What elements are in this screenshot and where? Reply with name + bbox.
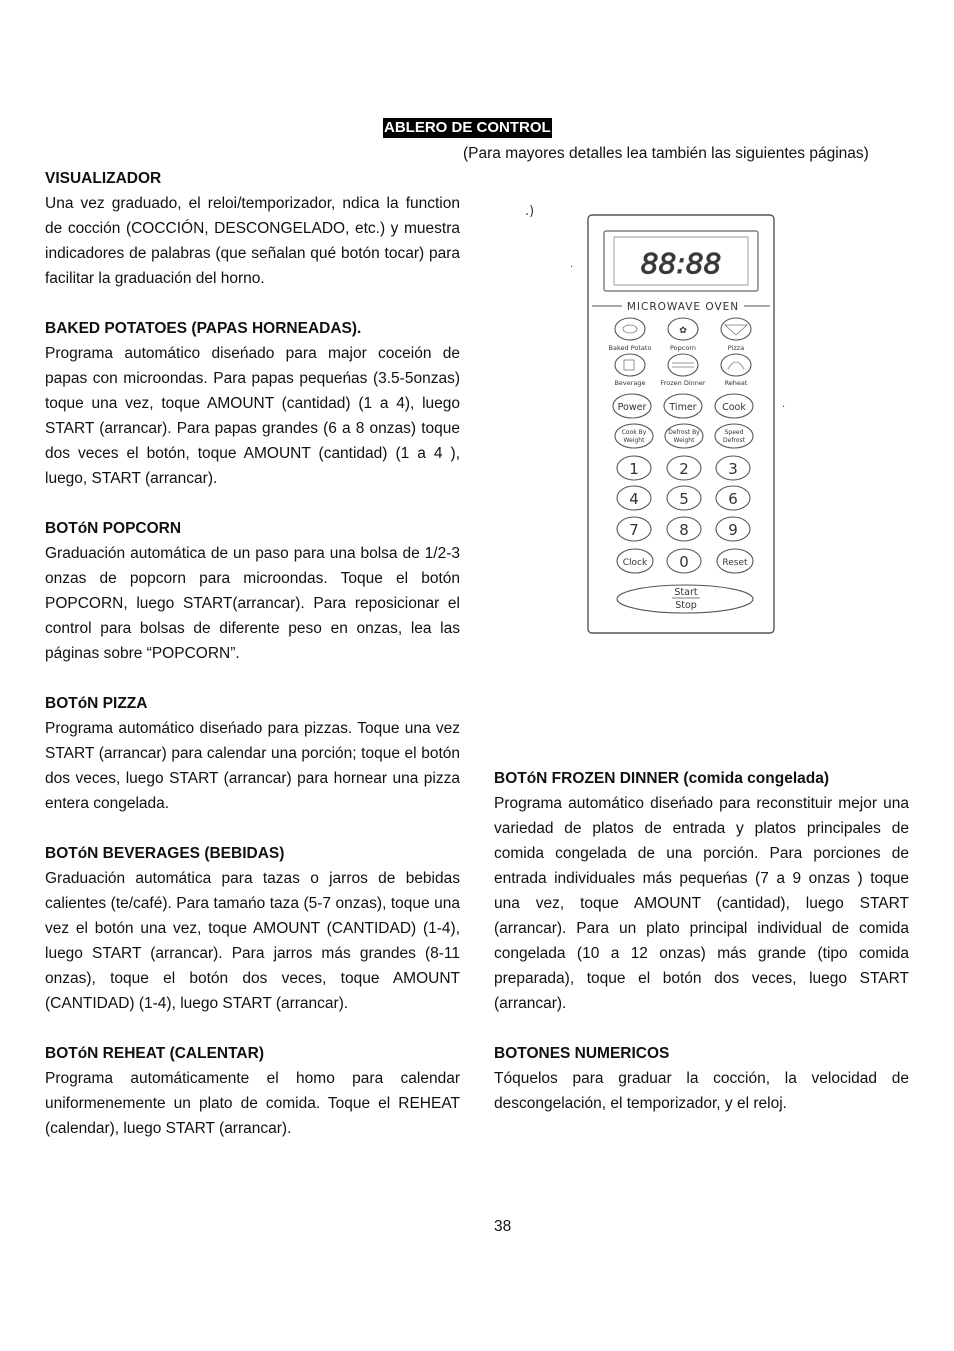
section-body: Una vez graduado, el reloi/temporizador, ndica la function de cocción (COCCIÓN, DESCONGELADO, etc.) y muestra indicadores de palabras (que señalan qué botón tocar) para facilitar la graduación del horno. <box>45 195 460 287</box>
stop-label: Stop <box>675 600 697 611</box>
key-label: 5 <box>679 490 689 508</box>
key-5[interactable] <box>667 486 701 510</box>
key-2[interactable] <box>667 456 701 480</box>
stray-mark: · <box>782 402 786 413</box>
timer-button[interactable] <box>664 394 702 418</box>
cook-by-weight-outline <box>615 424 653 448</box>
cook-button[interactable] <box>715 394 753 418</box>
brand-label: MICROWAVE OVEN <box>626 301 740 313</box>
stray-mark: · <box>570 262 574 273</box>
timer-label: Timer <box>669 402 697 413</box>
section-heading: BOTóN PIZZA <box>45 695 148 712</box>
section-heading: BAKED POTATOES (PAPAS HORNEADAS). <box>45 320 362 337</box>
section-heading: VISUALIZADOR <box>45 170 162 187</box>
cook-by-weight-button[interactable] <box>615 424 653 448</box>
key-8[interactable] <box>667 517 701 541</box>
defrost-by-weight-outline <box>665 424 703 448</box>
key-label: 3 <box>728 460 738 478</box>
baked-potato-button[interactable] <box>609 318 652 352</box>
defrost-by-weight-label-1: Defrost By <box>668 429 700 436</box>
display-digits: 88:88 <box>640 247 722 280</box>
baked-potato-glyph <box>623 325 637 333</box>
left-column <box>45 166 460 1166</box>
cook-label: Cook <box>722 402 746 413</box>
control-panel-illustration <box>520 195 790 640</box>
clock-button[interactable] <box>617 549 653 573</box>
start-stop-button[interactable] <box>617 585 753 613</box>
key-label: 2 <box>679 460 689 478</box>
section-visualizador <box>45 166 460 291</box>
keypad <box>617 456 753 573</box>
frozen-dinner-button[interactable] <box>660 354 705 387</box>
pizza-button[interactable] <box>721 318 751 352</box>
pizza-label: Pizza <box>727 344 745 352</box>
speed-defrost-outline <box>715 424 753 448</box>
key-1[interactable] <box>617 456 651 480</box>
section-reheat <box>45 1041 460 1141</box>
section-body: Programa automáticamente el homo para calendar uniformenemente un plato de comida. Toque el REHEAT (calendar), luego START (arrancar). <box>45 1070 460 1137</box>
key-label: Clock <box>622 558 648 568</box>
key-4[interactable] <box>617 486 651 510</box>
control-panel-svg <box>520 195 790 640</box>
beverage-label: Beverage <box>614 379 646 387</box>
section-body: Graduación automática de un paso para una bolsa de 1/2-3 onzas de popcorn para microondas. Toque el botón POPCORN, luego START(arrancar). Para reposicionar el control para bolsas de diferente peso en onzas, lea las páginas sobre “POPCORN”. <box>45 545 460 662</box>
page-title: ABLERO DE CONTROL <box>384 119 551 136</box>
section-baked-potatoes <box>45 316 460 491</box>
section-body: Programa automático diseńado para pizzas. Toque una vez START (arrancar) para calendar una porción; toque el botón dos veces, luego START (arrancar) para hornear una pizza entera congelada. <box>45 720 460 812</box>
key-label: Reset <box>722 558 748 568</box>
defrost-by-weight-button[interactable] <box>665 424 703 448</box>
popcorn-glyph: ✿ <box>679 326 687 336</box>
cook-by-weight-label-1: Cook By <box>621 429 647 436</box>
section-heading: BOTóN BEVERAGES (BEBIDAS) <box>45 845 285 862</box>
key-label: 6 <box>728 490 738 508</box>
beverage-button[interactable] <box>614 354 645 387</box>
defrost-by-weight-label-2: Weight <box>673 437 695 444</box>
section-body: Programa automático diseńado para reconstituir mejor una variedad de platos de entrada y platos principales de comida congelada de una porción. Para porciones de entrada individuales más pequeńas (7 a 9 onzas ) toque una vez, toque AMOUNT (cantidad), luego START (arrancar). Para un plato principal individual de comida congelada (10 a 12 onzas) más grande (tipo comida preparada), toque el botón dos veces, luego START (arrancar). <box>494 795 909 1012</box>
pizza-glyph <box>725 325 747 335</box>
section-numeric-buttons <box>494 1041 909 1116</box>
key-label: 7 <box>629 521 639 539</box>
popcorn-label: Popcorn <box>669 344 697 352</box>
section-heading: BOTóN POPCORN <box>45 520 182 537</box>
pizza-icon <box>721 318 751 340</box>
key-9[interactable] <box>716 517 750 541</box>
speed-defrost-label-1: Speed <box>724 429 744 436</box>
page-number: 38 <box>494 1218 512 1235</box>
reset-button[interactable] <box>717 549 753 573</box>
section-body: Tóquelos para graduar la cocción, la velocidad de descongelación, el temporizador, y el reloj. <box>494 1070 909 1112</box>
section-frozen-dinner <box>494 766 909 1016</box>
key-6[interactable] <box>716 486 750 510</box>
section-heading: BOTóN FROZEN DINNER (comida congelada) <box>494 770 829 787</box>
beverage-icon <box>615 354 645 376</box>
speed-defrost-button[interactable] <box>715 424 753 448</box>
key-3[interactable] <box>716 456 750 480</box>
frozen-dinner-icon <box>668 354 698 376</box>
power-label: Power <box>617 402 647 413</box>
beverage-glyph <box>624 360 634 370</box>
corner-mark: .) <box>525 204 535 219</box>
section-heading: BOTóN REHEAT (CALENTAR) <box>45 1045 264 1062</box>
page-subtitle: (Para mayores detalles lea también las siguientes páginas) <box>463 145 869 162</box>
key-label: 9 <box>728 521 738 539</box>
section-popcorn <box>45 516 460 666</box>
baked-potato-label: Baked Potato <box>608 344 652 352</box>
cook-by-weight-label-2: Weight <box>623 437 645 444</box>
key-label: 4 <box>629 490 639 508</box>
reheat-label: Reheat <box>724 379 748 387</box>
power-button[interactable] <box>613 394 651 418</box>
key-0[interactable] <box>667 549 701 573</box>
section-heading: BOTONES NUMERICOS <box>494 1045 670 1062</box>
start-label: Start <box>674 587 698 598</box>
section-body: Graduación automática para tazas o jarros de bebidas calientes (te/café). Para tamańo taza (5-7 onzas), toque una vez el botón una vez, toque AMOUNT (CANTIDAD) (1-4), luego START (arrancar). Para jarros más grandes (8-11 onzas), toque el botón dos veces, toque AMOUNT (CANTIDAD) (1-4), luego START (arrancar). <box>45 870 460 1012</box>
reheat-icon <box>721 354 751 376</box>
section-pizza <box>45 691 460 816</box>
frozen-dinner-label: Frozen Dinner <box>660 379 706 387</box>
key-label: 0 <box>679 553 689 571</box>
key-7[interactable] <box>617 517 651 541</box>
right-column <box>494 766 909 1141</box>
key-label: 8 <box>679 521 689 539</box>
reheat-glyph <box>728 362 744 369</box>
section-beverages <box>45 841 460 1016</box>
baked-potato-icon <box>615 318 645 340</box>
section-body: Programa automático diseńado para major coceión de papas con microondas. Para papas pequeńas (3.5-5onzas) toque una vez, toque AMOUNT (cantidad) (1 a 4), luego START (arrancar). Para papas grandes (6 a 8 onzas) toque dos veces el botón, toque AMOUNT (cantidad) (1 a 4 ), luego, START (arrancar). <box>45 345 460 487</box>
popcorn-button[interactable] <box>668 318 698 352</box>
key-label: 1 <box>629 460 639 478</box>
speed-defrost-label-2: Defrost <box>723 437 745 444</box>
reheat-button[interactable] <box>721 354 751 387</box>
